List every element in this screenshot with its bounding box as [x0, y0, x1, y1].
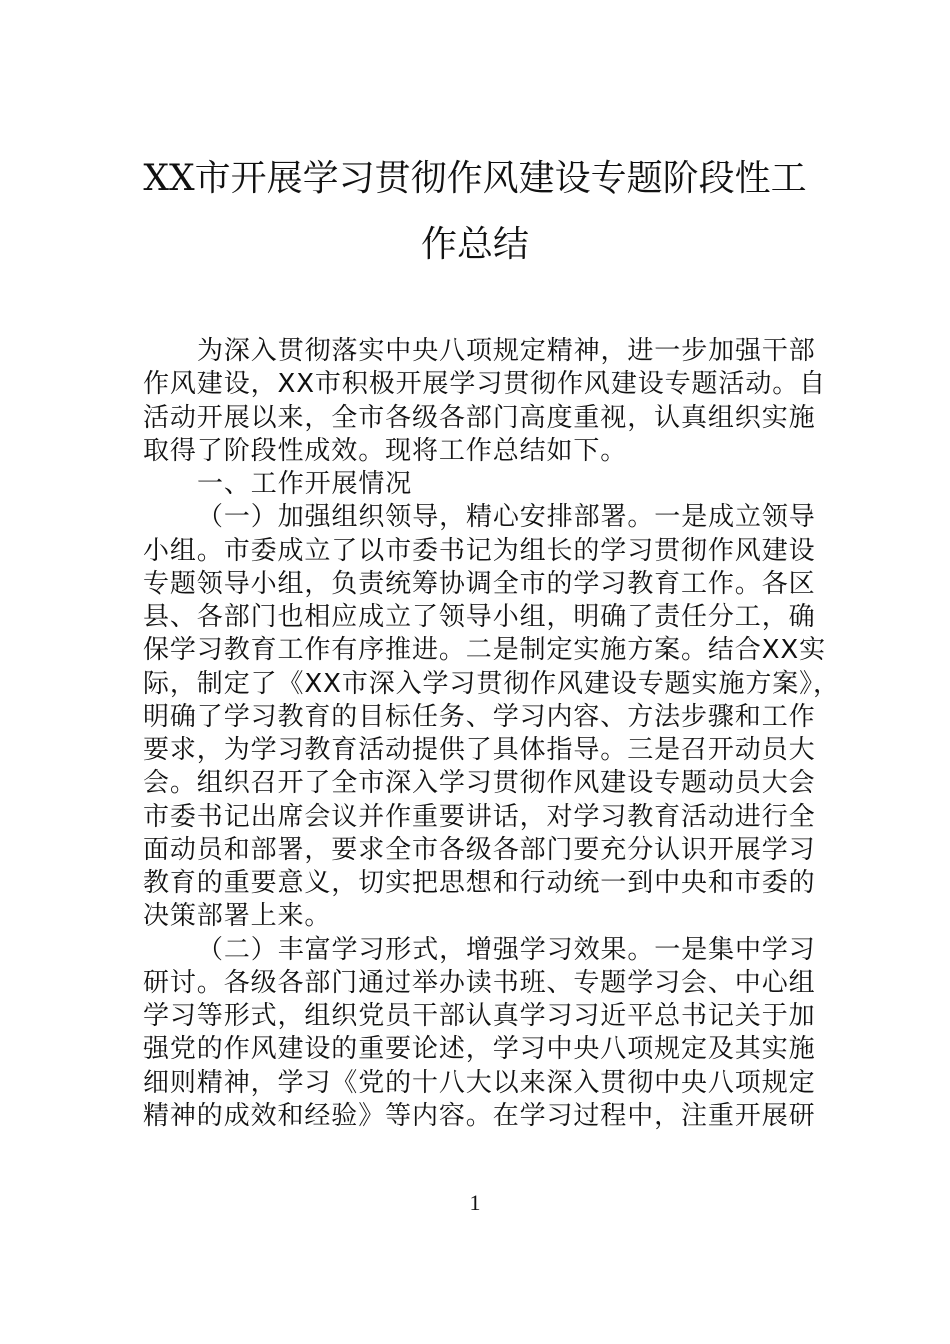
text-line: 会。组织召开了全市深入学习贯彻作风建设专题动员大会	[143, 768, 816, 799]
document-body	[143, 335, 840, 1133]
text-line: 面动员和部署，要求全市各级各部门要充分认识开展学习	[143, 834, 816, 865]
text-line: 取得了阶段性成效。现将工作总结如下。	[143, 435, 628, 466]
text-line: 作风建设，XX市积极开展学习贯彻作风建设专题活动。自	[143, 369, 827, 400]
text-line: 县、各部门也相应成立了领导小组，明确了责任分工，确	[143, 602, 816, 632]
text-line: 市委书记出席会议并作重要讲话，对学习教育活动进行全	[143, 801, 816, 832]
text-line: 细则精神，学习《党的十八大以来深入贯彻中央八项规定	[143, 1067, 816, 1098]
page-number: 1	[469, 1190, 481, 1215]
text-line: 际，制定了《XX市深入学习贯彻作风建设专题实施方案》，	[143, 668, 840, 699]
document-title-line-1: XX市开展学习贯彻作风建设专题阶段性工	[143, 158, 807, 199]
text-line: 学习等形式，组织党员干部认真学习习近平总书记关于加	[143, 1001, 816, 1031]
text-line: 专题领导小组，负责统筹协调全市的学习教育工作。各区	[143, 568, 816, 599]
text-line: 强党的作风建设的重要论述，学习中央八项规定及其实施	[143, 1034, 816, 1065]
text-line: 为深入贯彻落实中央八项规定精神，进一步加强干部	[197, 336, 816, 366]
text-line: 决策部署上来。	[143, 901, 332, 932]
text-line: 小组。市委成立了以市委书记为组长的学习贯彻作风建设	[143, 535, 816, 566]
text-line: 教育的重要意义，切实把思想和行动统一到中央和市委的	[143, 868, 816, 898]
text-line: 活动开展以来，全市各级各部门高度重视，认真组织实施	[143, 402, 816, 433]
text-line: 一、工作开展情况	[197, 469, 413, 499]
text-line: （二）丰富学习形式，增强学习效果。一是集中学习	[197, 934, 816, 965]
text-line: （一）加强组织领导，精心安排部署。一是成立领导	[197, 502, 816, 533]
text-line: 明确了学习教育的目标任务、学习内容、方法步骤和工作	[143, 701, 816, 732]
text-line: 保学习教育工作有序推进。二是制定实施方案。结合XX实	[143, 635, 827, 666]
text-line: 精神的成效和经验》等内容。在学习过程中，注重开展研	[143, 1100, 816, 1131]
document-title-line-2: 作总结	[420, 224, 529, 265]
text-line: 研讨。各级各部门通过举办读书班、专题学习会、中心组	[143, 967, 816, 998]
text-line: 要求，为学习教育活动提供了具体指导。三是召开动员大	[143, 735, 816, 765]
